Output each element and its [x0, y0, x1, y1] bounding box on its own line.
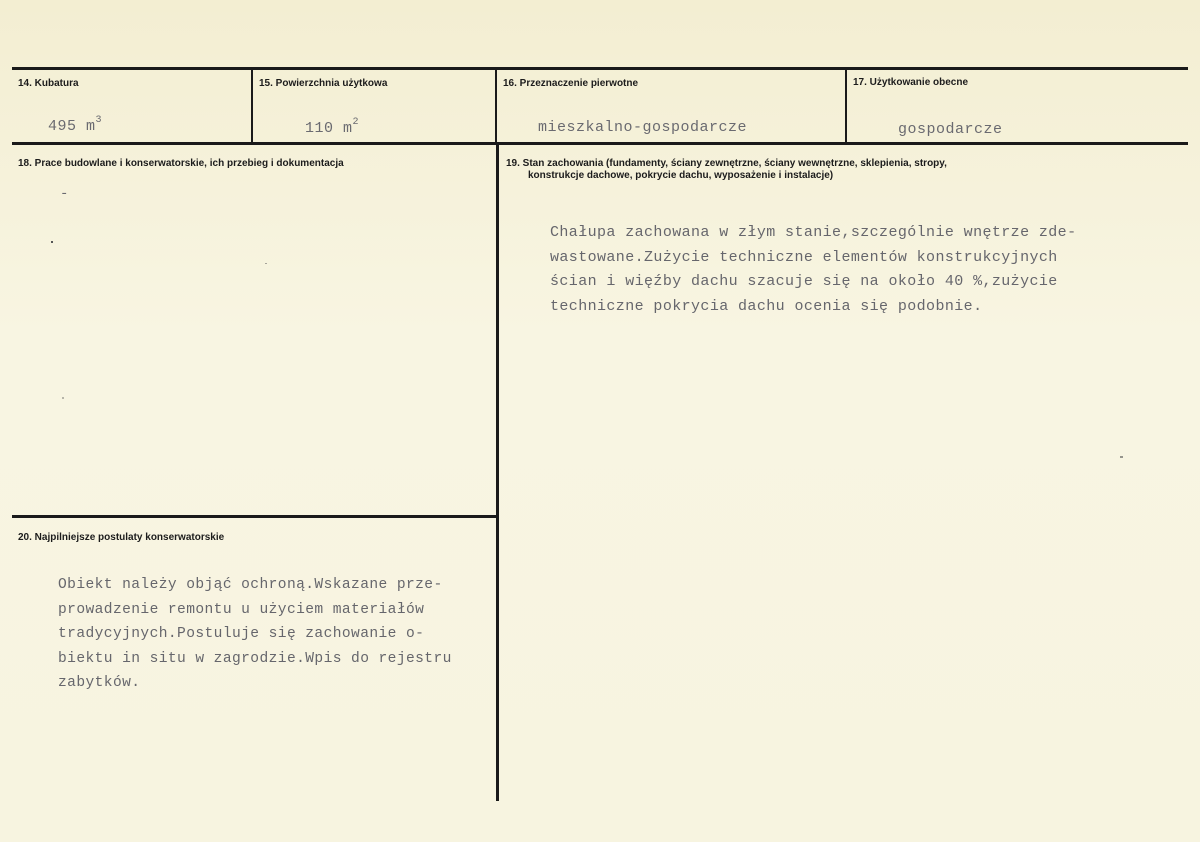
field-19-line: Chałupa zachowana w złym stanie,szczególnie wnętrze zde- [550, 224, 1077, 241]
field-17-label: 17. Użytkowanie obecne [853, 77, 969, 88]
field-19-text [550, 221, 1076, 319]
col-divider-14-15 [251, 68, 253, 144]
field-20-line: Obiekt należy objąć ochroną.Wskazane prze- [58, 577, 443, 593]
field-20-line: zabytków. [58, 675, 141, 691]
field-20-line: tradycyjnych.Postuluje się zachowanie o- [58, 626, 425, 642]
field-19-label-line2: konstrukcje dachowe, pokrycie dachu, wyposażenie i instalacje) [528, 170, 834, 181]
field-16-value: mieszkalno-gospodarcze [538, 119, 748, 136]
col-divider-16-17 [845, 68, 847, 144]
field-14-label: 14. Kubatura [18, 78, 79, 89]
field-15-label: 15. Powierzchnia użytkowa [259, 78, 388, 89]
field-20-text [58, 573, 452, 696]
top-rule [12, 67, 1188, 70]
paper-speck [62, 397, 64, 399]
field-14-unit-exponent: 3 [95, 115, 103, 126]
field-15-unit-exponent: 2 [352, 117, 360, 128]
field-18-value: - [60, 186, 69, 202]
field-19-line: techniczne pokrycia dachu ocenia się podobnie. [550, 297, 983, 315]
paper-speck [265, 263, 267, 264]
paper-speck [51, 241, 53, 243]
main-column-divider [496, 143, 499, 801]
left-column-divider-rule [12, 515, 498, 518]
paper-speck [1120, 456, 1123, 458]
field-19-label-line1: 19. Stan zachowania (fundamenty, ściany zewnętrzne, ściany wewnętrzne, sklepienia, stropy, [506, 158, 947, 169]
field-14-value-text: 495 m [48, 118, 96, 135]
field-19-line: wastowane.Zużycie techniczne elementów konstrukcyjnych [550, 248, 1058, 266]
field-15-value [305, 117, 359, 137]
field-20-label: 20. Najpilniejsze postulaty konserwatorskie [18, 532, 225, 543]
field-20-line: biektu in situ w zagrodzie.Wpis do rejestru [58, 650, 452, 667]
field-15-value-text: 110 m [305, 120, 353, 137]
row-divider-rule [12, 142, 1188, 145]
field-19-line: ścian i więźby dachu szacuje się na około 40 %,zużycie [550, 273, 1058, 290]
field-20-line: prowadzenie remontu u użyciem materiałów [58, 601, 425, 618]
col-divider-15-16 [495, 68, 497, 144]
field-14-value [48, 115, 102, 135]
field-18-label: 18. Prace budowlane i konserwatorskie, ich przebieg i dokumentacja [18, 158, 344, 169]
field-16-label: 16. Przeznaczenie pierwotne [503, 78, 639, 89]
field-17-value: gospodarcze [898, 121, 1003, 138]
